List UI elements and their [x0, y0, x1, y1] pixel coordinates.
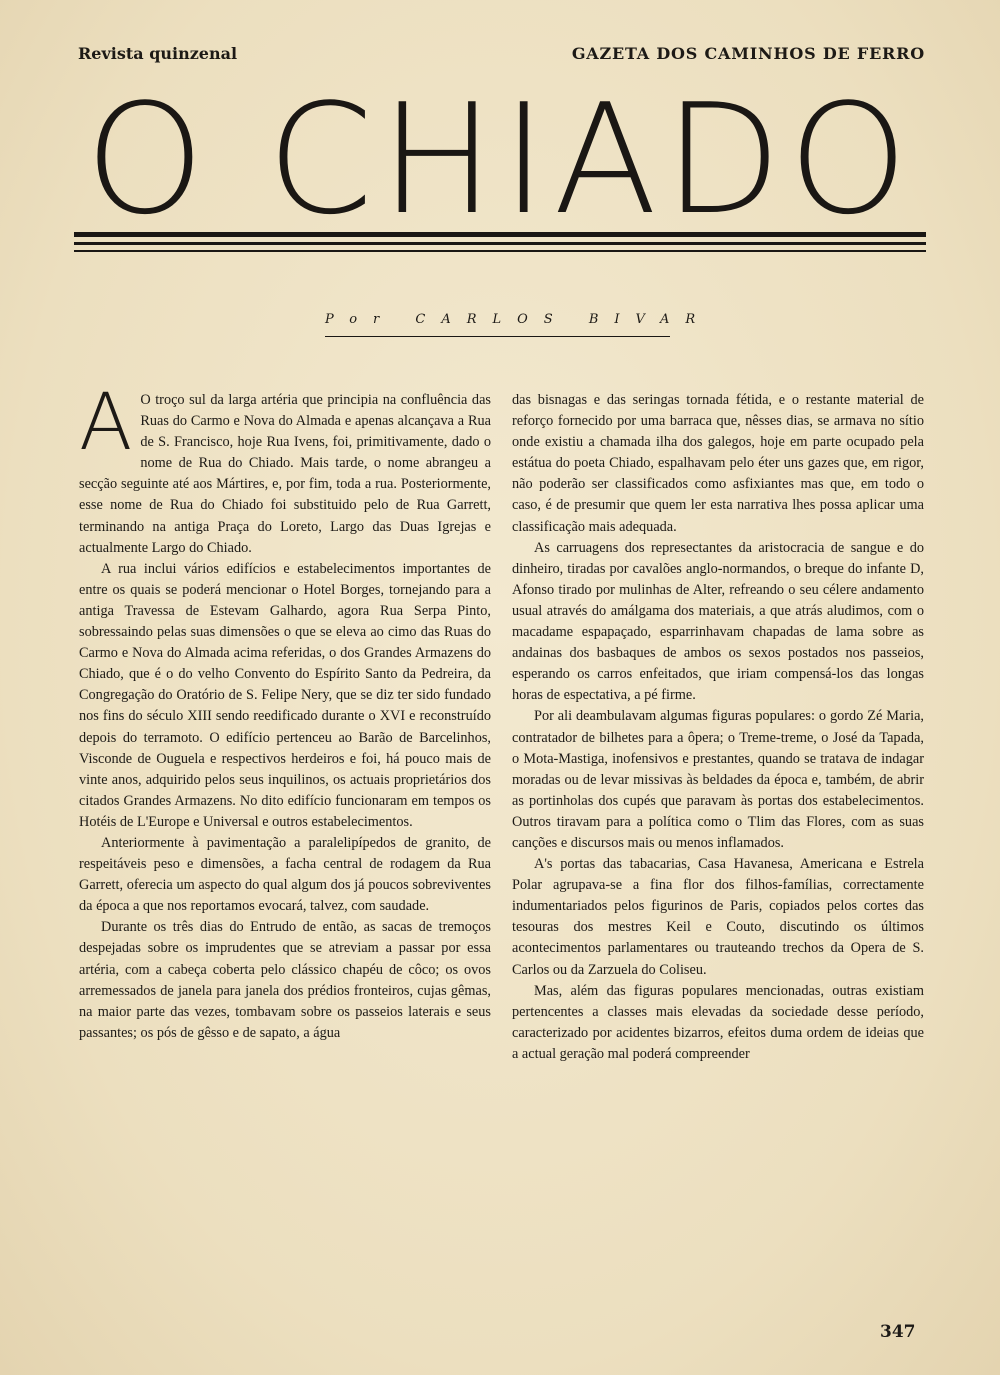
byline: Por CARLOS BIVAR [325, 312, 712, 327]
paragraph: Anteriormente à pavimentação a paralelipípedos de granito, de respeitáveis peso e dimensões, a facha central de rodagem da Rua Garrett, oferecia um aspecto do qual algum dos já poucos sobreviventes da época a que nos reportamos evocará, talvez, com saudade. [79, 834, 491, 915]
header-left: Revista quinzenal [78, 44, 238, 63]
right-column [512, 390, 924, 1290]
drop-cap: A [79, 390, 133, 468]
paragraph: A rua inclui vários edifícios e estabelecimentos importantes de entre os quais se poderá mencionar o Hotel Borges, tornejando para a antiga Travessa de Estevam Galhardo, agora Rua Serpa Pinto, sobressaindo pelas suas dimensões o que se eleva ao cimo das Ruas do Carmo e Nova do Almada acima referidas, o dos Grandes Armazens do Chiado, que é o do velho Convento do Espírito Santo da Pedreira, da Congregação do Oratório de S. Felipe Nery, que se diz ter sido fundado nos fins do século XIII sendo reedificado durante o XVI e reconstruído depois do terramoto. O edifício pertenceu ao Barão de Barcelinhos, Visconde de Ouguela e respectivos herdeiros e foi, há pouco mais de vinte anos, adquirido pelos seus inquilinos, os actuais proprietários dos citados Grandes Armazens. No dito edifício funcionaram em tempos os Hotéis de L'Europe e Universal e outros estabelecimentos. [79, 560, 491, 830]
title-rule-medium [74, 242, 926, 245]
paragraph: das bisnagas e das seringas tornada fétida, e o restante material de reforço fornecido por uma barraca que, nêsses dias, se armava no sítio onde existiu a chamada ilha dos galegos, hoje em parte ocupado pela estátua do poeta Chiado, espalhavam pelo éter uns gazes que, em rigor, não poderão ser classificados como asfixiantes mas que, em todo o caso, é de presumir que quem ler esta narrativa lhes possa aplicar uma classificação mais adequada. [512, 392, 924, 535]
paragraph: Mas, além das figuras populares mencionadas, outras existiam pertencentes a classes mais elevadas da sociedade desse período, caracterizado por acidentes bizarros, efeitos duma ordem de ideias que a actual geração mal poderá compreender [512, 982, 924, 1062]
title-rule-thick [74, 232, 926, 237]
paragraph-text: O troço sul da larga artéria que principia na confluência das Ruas do Carmo e Nova do Almada e apenas alcançava a Rua de S. Francisco, hoje Rua Ivens, foi, primitivamente, dado o nome de Rua do Chiado. Mais tarde, o nome abrangeu a secção seguinte até aos Mártires, e, por fim, toda a rua. Posteriormente, esse nome de Rua do Chiado foi substituido pelo de Rua Garrett, terminando na antiga Praça do Loreto, Largo das Duas Igrejas e actualmente Largo do Chiado. [79, 392, 491, 556]
left-column [79, 390, 491, 1290]
header-right: GAZETA DOS CAMINHOS DE FERRO [571, 44, 925, 63]
paragraph: Durante os três dias do Entrudo de então, as sacas de tremoços despejadas sobre os imprudentes que se atreviam a passar por essa artéria, com a cabeça coberta pelo clássico chapéu de côco; os ovos arremessados de janela para janela dos prédios fronteiros, cujas gêmas, na maior parte das vezes, tombavam sobre os passeios laterais e seus passantes; os pós de gêsso e de sapato, a água [79, 919, 491, 1041]
byline-underline [325, 336, 670, 337]
paragraph [79, 390, 491, 559]
paragraph: As carruagens dos represectantes da aristocracia de sangue e do dinheiro, tiradas por cavalões anglo-normandos, o breque do infante D, Afonso tirado por mulinhas de Alter, refreando o seu célere andamento usual através do amálgama dos materiais, a que atrás aludimos, com o macadame espapaçado, esparrinhavam chapadas de lama sobre as andainas dos basbaques de ambos os sexos postados nos passeios, esperando os carros enfeitados, que iriam compensá-los das longas horas de espectativa, a pé firme. [512, 539, 924, 704]
article-title: O CHIADO [85, 95, 915, 225]
running-header [78, 44, 925, 70]
paragraph: Por ali deambulavam algumas figuras populares: o gordo Zé Maria, contratador de bilhetes para a ôpera; o Treme-treme, o José da Tapada, o Mota-Mastiga, inofensivos e prestantes, quando se tratava de indagar moradas ou de levar missivas às beldades da época e, também, de abrir as portinholas dos cupés que paravam às portas dos estabelecimentos. Outros tiravam para a política como o Tlim das Flores, com as suas canções e discursos mais ou menos inflamados. [512, 708, 924, 851]
paragraph: A's portas das tabacarias, Casa Havanesa, Americana e Estrela Polar agrupava-se a fina flor dos filhos-famílias, correctamente indumentariados pelos figurinos de Paris, copiados pelos cortes das tesouras dos mestres Keil e Couto, discutindo os últimos acontecimentos parlamentares ou trauteando trechos da Opera de S. Carlos ou da Zarzuela do Coliseu. [512, 856, 924, 978]
title-rule-thin [74, 250, 926, 252]
page-number: 347 [880, 1322, 916, 1342]
